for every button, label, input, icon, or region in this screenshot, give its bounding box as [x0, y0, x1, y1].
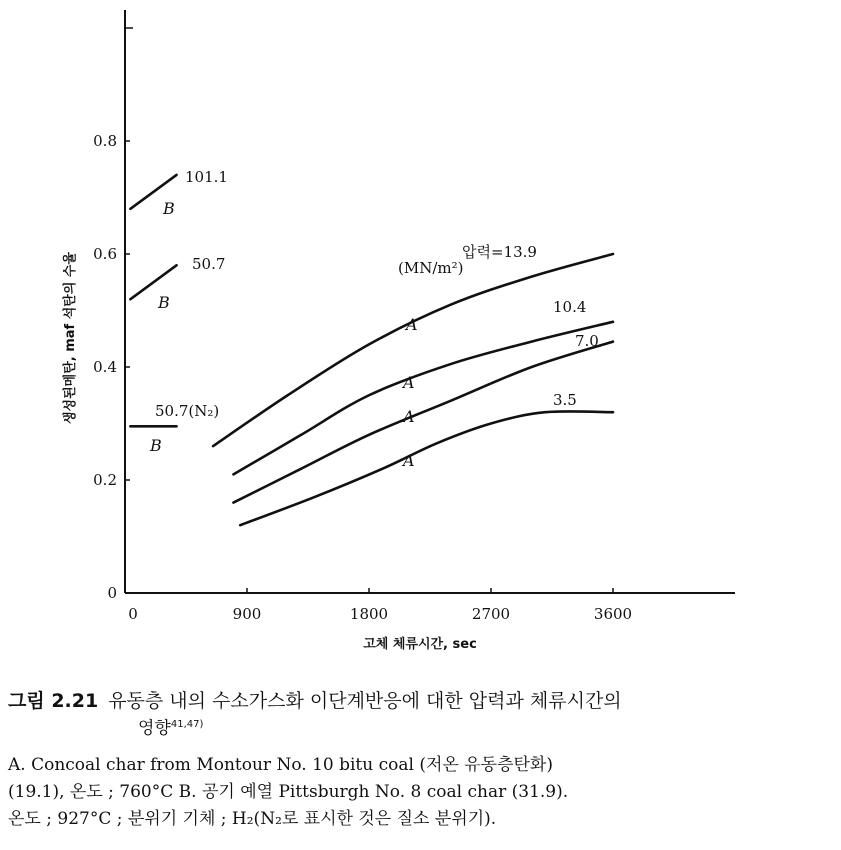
x-tick-label: 1800: [349, 605, 389, 623]
caption-title-text: 유동층 내의 수소가스화 이단계반응에 대한 압력과 체류시간의: [108, 690, 622, 712]
marker-B: B: [158, 293, 170, 312]
caption-title-cont-text: 영향: [138, 718, 171, 739]
y-tick-label: 0.8: [93, 132, 117, 150]
caption-line-2: (19.1), 온도 ; 760°C B. 공기 예열 Pittsburgh No. 8 coal char (31.9).: [8, 781, 569, 802]
series-label: 10.4: [553, 298, 587, 316]
y-tick-label: 0: [107, 584, 117, 602]
y-tick-label: 0.2: [93, 471, 117, 489]
figure-caption: [8, 688, 838, 833]
annotations: [149, 168, 599, 470]
caption-line-1: A. Concoal char from Montour No. 10 bitu coal (저온 유동층탄화): [8, 754, 553, 775]
y-tick-label: 0.4: [93, 358, 117, 376]
series-unit-label: (MN/m²): [398, 259, 464, 277]
y-axis-label: 생성된메탄, maf 석탄의 수율: [63, 251, 78, 425]
marker-A: A: [406, 315, 418, 334]
figure-number: 그림 2.21: [8, 690, 99, 712]
marker-B: B: [150, 436, 162, 455]
axes: [125, 10, 735, 593]
x-axis-label: 고체 체류시간, sec: [363, 637, 477, 652]
series-label: 50.7: [192, 255, 226, 273]
marker-B: B: [163, 199, 175, 218]
series-label: 7.0: [575, 332, 599, 350]
y-tick-label: 0.6: [93, 245, 117, 263]
series-label: 101.1: [185, 168, 228, 186]
caption-refs: 41,47): [170, 719, 204, 730]
x-tick-label: 0: [128, 605, 138, 623]
series-lines: [130, 175, 613, 525]
x-tick-label: 3600: [593, 605, 633, 623]
marker-A: A: [403, 407, 415, 426]
caption-line-3: 온도 ; 927°C ; 분위기 기체 ; H₂(N₂로 표시한 것은 질소 분위기).: [8, 808, 497, 829]
series-label: 50.7(N₂): [155, 402, 220, 420]
marker-A: A: [403, 451, 415, 470]
series-line: [240, 411, 613, 525]
series-label: 3.5: [553, 391, 577, 409]
x-tick-label: 900: [232, 605, 262, 623]
series-line: [233, 342, 613, 503]
caption-body: [8, 752, 838, 833]
series-label: 압력=13.9: [462, 243, 537, 261]
marker-A: A: [403, 373, 415, 392]
x-tick-label: 2700: [471, 605, 511, 623]
caption-title: [8, 688, 838, 714]
ticks: [93, 28, 632, 623]
caption-title-cont: [138, 714, 838, 740]
